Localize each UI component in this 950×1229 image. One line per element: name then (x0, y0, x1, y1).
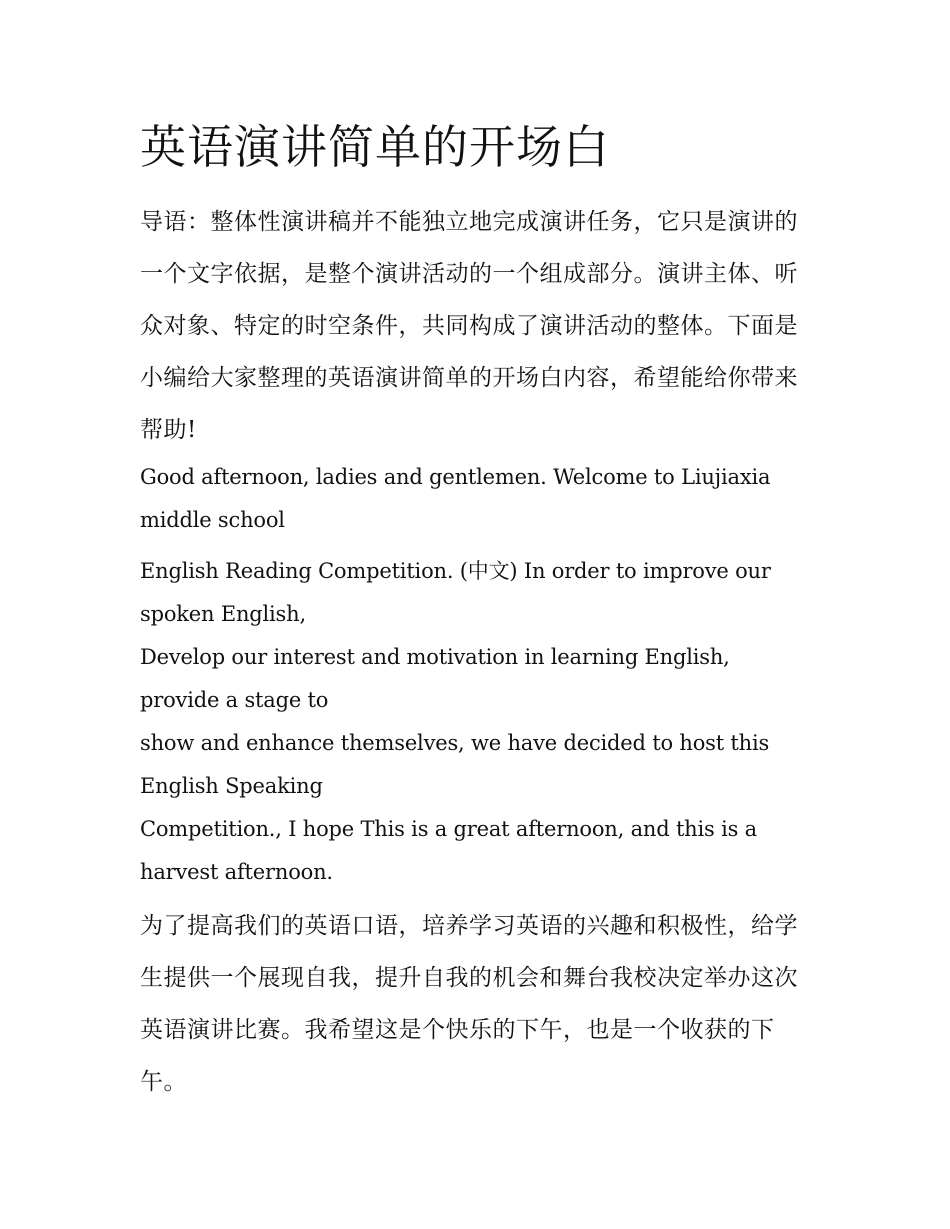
chinese-paragraph: 为了提高我们的英语口语，培养学习英语的兴趣和积极性，给学生提供一个展现自我，提升自我的机会和舞台我校决定举办这次英语演讲比赛。我希望这是个快乐的下午，也是一个收获的下午。 (140, 913, 798, 1095)
document-page (140, 112, 812, 1108)
intro-paragraph: 导语：整体性演讲稿并不能独立地完成演讲任务，它只是演讲的一个文字依据，是整个演讲活动的一个组成部分。演讲主体、听众对象、特定的时空条件，共同构成了演讲活动的整体。下面是小编给大家整理的英语演讲简单的开场白内容，希望能给你带来帮助! (140, 209, 798, 443)
english-paragraph: show and enhance themselves, we have decided to host this English Speaking (140, 731, 770, 798)
english-paragraph: Competition., I hope This is a great afternoon, and this is a harvest afternoon. (140, 817, 757, 884)
english-paragraph: English Reading Competition. (中文) In order to improve our spoken English, (140, 559, 771, 626)
english-paragraph: Develop our interest and motivation in learning English, provide a stage to (140, 645, 730, 712)
document-title: 英语演讲简单的开场白 (140, 120, 610, 174)
english-paragraph: Good afternoon, ladies and gentlemen. Welcome to Liujiaxia middle school (140, 465, 771, 532)
